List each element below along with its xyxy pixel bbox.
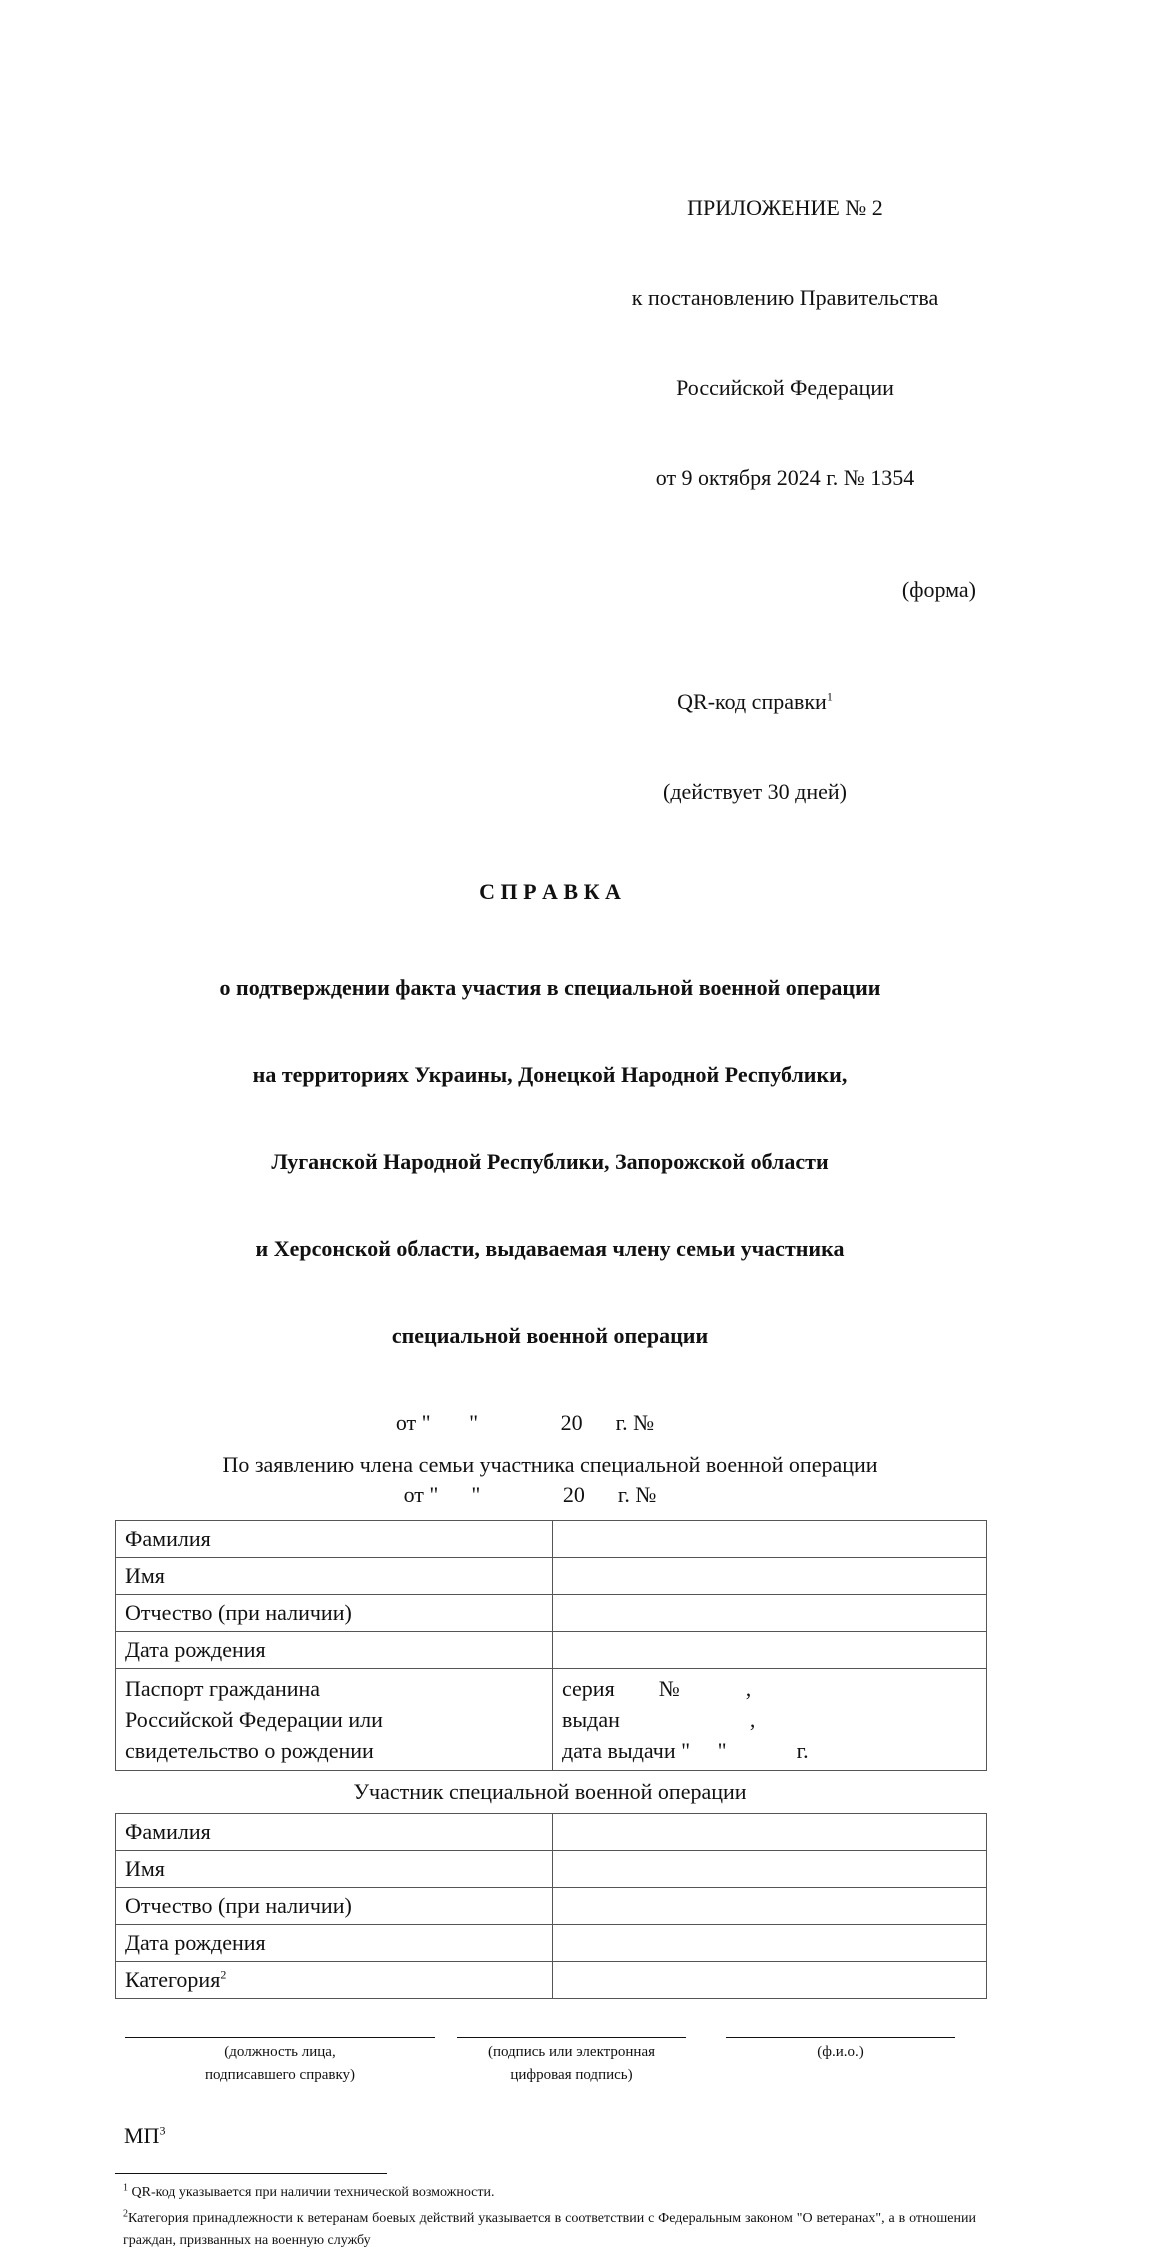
comma: ,	[745, 1676, 752, 1701]
position-signature-line	[125, 2037, 435, 2038]
label-line: Паспорт гражданина	[125, 1676, 321, 1701]
application-date-line: от " " 20 г. №	[403, 1482, 657, 1507]
table-row	[116, 1595, 987, 1632]
subtitle-line: на территориях Украины, Донецкой Народной Республики,	[252, 1062, 848, 1087]
subtitle-line: специальной военной операции	[391, 1323, 709, 1348]
signature-line	[457, 2037, 686, 2038]
table-row	[116, 1962, 987, 1999]
field-value[interactable]	[553, 1632, 987, 1669]
name-signature-line	[726, 2037, 955, 2038]
form-label: (форма)	[901, 577, 976, 602]
field-value[interactable]	[553, 1814, 987, 1851]
passport-date-line	[562, 1735, 977, 1766]
field-label: Имя	[116, 1558, 553, 1595]
field-value[interactable]	[553, 1925, 987, 1962]
field-value[interactable]	[553, 1558, 987, 1595]
footnote-text: Категория принадлежности к ветеранам боевых действий указывается в соответствии с Федеральным законом "О ветеранах", а в отношении граждан, призванных на военную службу	[123, 2211, 976, 2248]
passport-series-line	[562, 1673, 977, 1704]
document-title: С П Р А В К А	[479, 879, 621, 904]
footnote-ref: 2	[123, 2208, 128, 2220]
qr-block	[555, 627, 955, 867]
appendix-header	[585, 133, 985, 553]
field-label: Отчество (при наличии)	[116, 1888, 553, 1925]
field-label: Фамилия	[116, 1814, 553, 1851]
category-label: Категория	[125, 1967, 221, 1992]
table-row	[116, 1558, 987, 1595]
issue-date-label: дата выдачи " "	[562, 1738, 727, 1763]
signature-block	[0, 2037, 1164, 2117]
table-row	[116, 1632, 987, 1669]
field-label: Имя	[116, 1851, 553, 1888]
table-row	[116, 1925, 987, 1962]
passport-value[interactable]	[553, 1669, 987, 1771]
name-caption: (ф.и.о.)	[817, 2044, 864, 2060]
number-label: №	[658, 1676, 680, 1701]
qr-label	[555, 687, 955, 717]
table-row	[116, 1521, 987, 1558]
label-line: свидетельство о рождении	[125, 1738, 374, 1763]
document-subtitle	[0, 915, 1100, 1408]
participant-table	[115, 1813, 987, 1999]
table-row	[116, 1851, 987, 1888]
application-text: По заявлению члена семьи участника специальной военной операции	[222, 1452, 878, 1477]
field-label: Отчество (при наличии)	[116, 1595, 553, 1632]
subtitle-line: и Херсонской области, выдаваемая члену семьи участника	[255, 1236, 845, 1261]
participant-heading: Участник специальной военной операции	[353, 1779, 747, 1804]
subtitle-line: Луганской Народной Республики, Запорожской области	[271, 1149, 829, 1174]
footnote-text: QR-код указывается при наличии технической возможности.	[128, 2185, 495, 2200]
footnote-ref: 1	[123, 2182, 128, 2194]
stamp-label	[124, 2121, 1164, 2151]
footnote-ref: 3	[159, 2123, 166, 2138]
family-member-table	[115, 1520, 987, 1771]
field-value[interactable]	[553, 1888, 987, 1925]
certificate-date-line: от " " 20 г. №	[395, 1410, 655, 1435]
field-label: Дата рождения	[116, 1925, 553, 1962]
header-line: от 9 октября 2024 г. № 1354	[655, 465, 915, 490]
qr-text: QR-код справки	[677, 689, 827, 714]
subtitle-line: о подтверждении факта участия в специальной военной операции	[219, 975, 881, 1000]
stamp-text: МП	[124, 2123, 160, 2148]
caption-line: подписавшего справку)	[204, 2067, 356, 2083]
comma: ,	[749, 1707, 756, 1732]
field-value[interactable]	[553, 1521, 987, 1558]
qr-validity: (действует 30 дней)	[663, 779, 847, 804]
field-label: Фамилия	[116, 1521, 553, 1558]
footnote-2	[123, 2208, 976, 2252]
position-caption	[125, 2041, 435, 2087]
issued-label: выдан	[562, 1707, 620, 1732]
field-label	[116, 1669, 553, 1771]
year-label: г.	[796, 1738, 809, 1763]
caption-line: цифровая подпись)	[510, 2067, 633, 2083]
series-label: серия	[562, 1676, 615, 1701]
field-label: Дата рождения	[116, 1632, 553, 1669]
header-line: Российской Федерации	[676, 375, 894, 400]
caption-line: (подпись или электронная	[487, 2044, 656, 2060]
footnote-separator	[115, 2173, 387, 2174]
footnote-ref: 1	[826, 689, 833, 704]
field-label	[116, 1962, 553, 1999]
table-row	[116, 1814, 987, 1851]
field-value[interactable]	[553, 1962, 987, 1999]
footnote-1	[123, 2182, 976, 2204]
field-value[interactable]	[553, 1595, 987, 1632]
table-row	[116, 1888, 987, 1925]
header-line: к постановлению Правительства	[631, 285, 939, 310]
table-row-passport	[116, 1669, 987, 1771]
passport-issued-line	[562, 1704, 977, 1735]
field-value[interactable]	[553, 1851, 987, 1888]
label-line: Российской Федерации или	[125, 1707, 383, 1732]
caption-line: (должность лица,	[224, 2044, 336, 2060]
footnote-ref: 2	[220, 1967, 227, 1982]
appendix-number: ПРИЛОЖЕНИЕ № 2	[687, 195, 883, 220]
signature-caption	[447, 2041, 696, 2087]
